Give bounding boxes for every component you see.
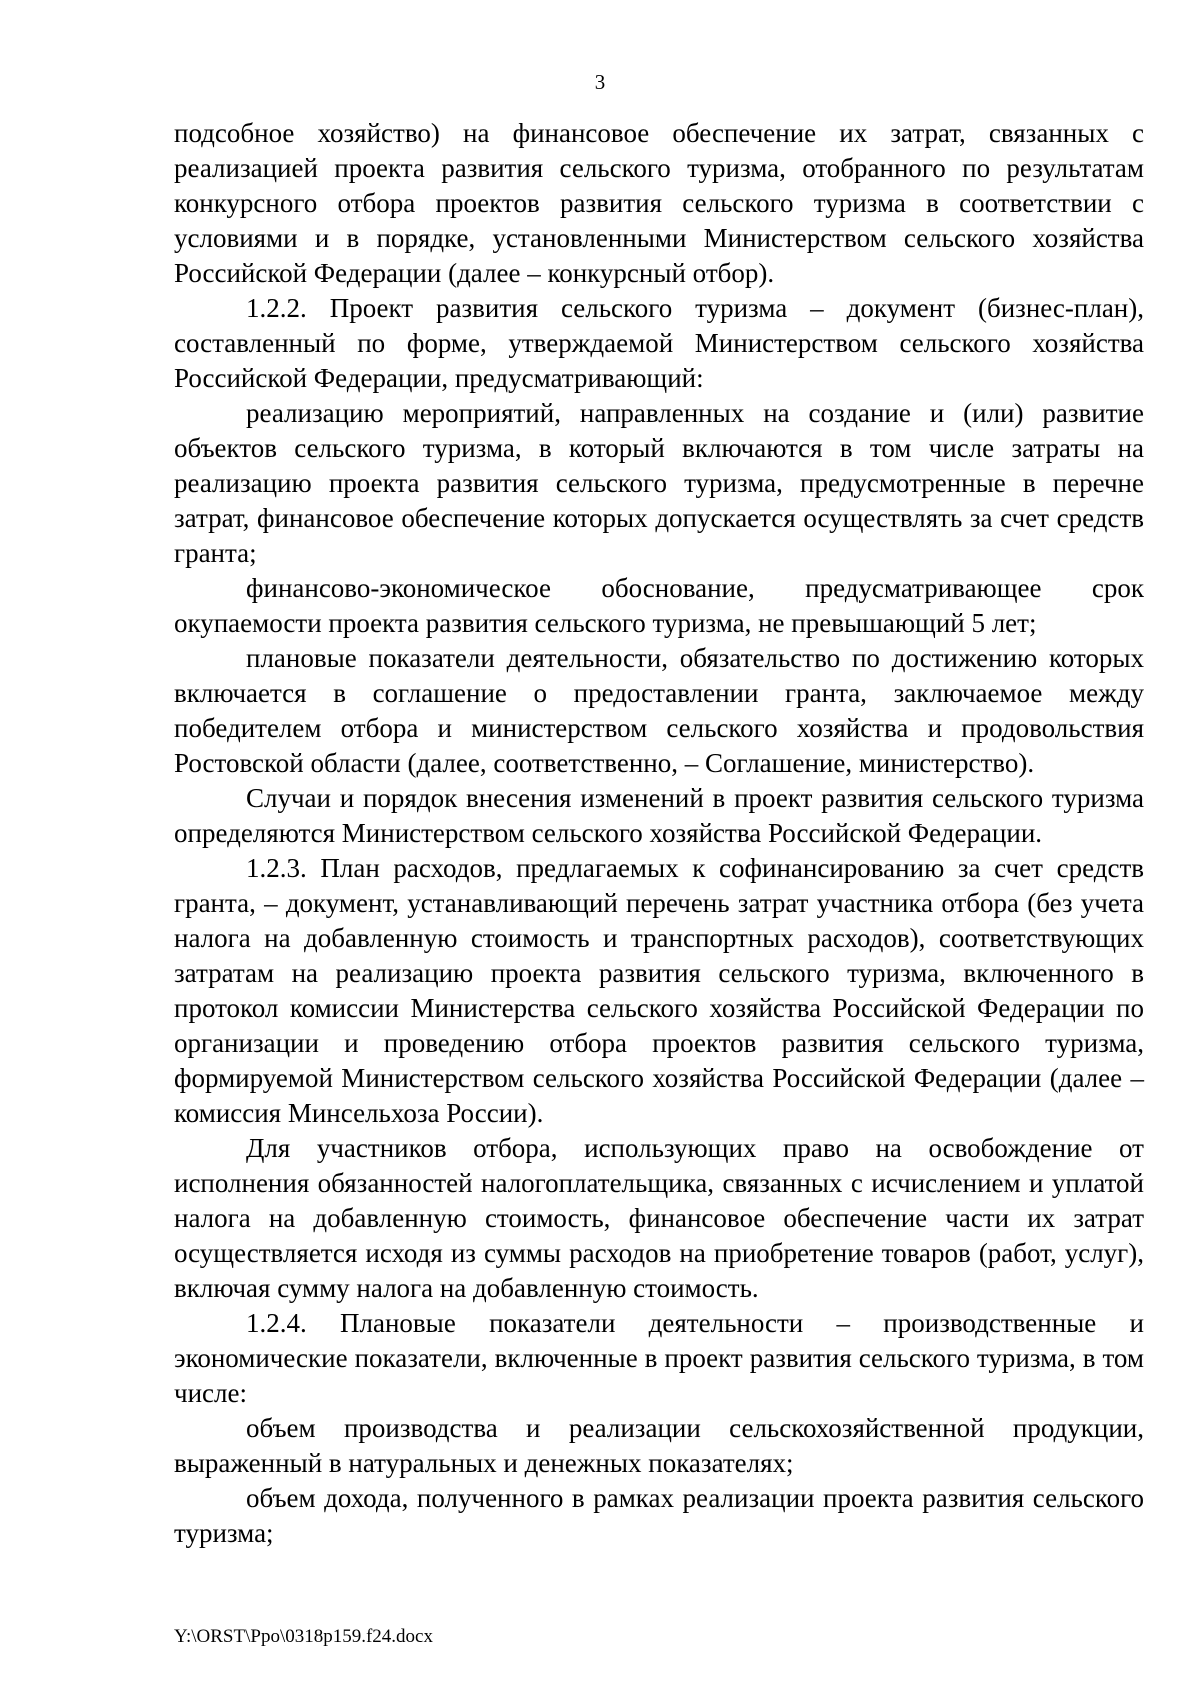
paragraph-1-2-3: 1.2.3. План расходов, предлагаемых к софинансированию за счет средств гранта, – документ, устанавливающий перечень затрат участника отбора (без учета налога на добавленную стоимость и транспортных расходов), соответствующих затратам на реализацию проекта развития сельского туризма, включенного в протокол комиссии Министерства сельского хозяйства Российской Федерации по организации и проведению отбора проектов развития сельского туризма, формируемой Министерством сельского хозяйства Российской Федерации (далее – комиссия Минсельхоза России). [174, 853, 1144, 1128]
paragraph-1-2-4: 1.2.4. Плановые показатели деятельности – производственные и экономические показатели, включенные в проект развития сельского туризма, в том числе: [174, 1308, 1144, 1408]
paragraph-list-item: объем дохода, полученного в рамках реализации проекта развития сельского туризма; [174, 1483, 1144, 1548]
paragraph-list-item: реализацию мероприятий, направленных на создание и (или) развитие объектов сельского туризма, в который включаются в том числе затраты на реализацию проекта развития сельского туризма, предусмотренные в перечне затрат, финансовое обеспечение которых допускается осуществлять за счет средств гранта; [174, 398, 1144, 568]
page-number: 3 [594, 70, 606, 94]
paragraph-list-item: финансово-экономическое обоснование, предусматривающее срок окупаемости проекта развития сельского туризма, не превышающий 5 лет; [174, 573, 1144, 638]
paragraph: Случаи и порядок внесения изменений в проект развития сельского туризма определяются Министерством сельского хозяйства Российской Федерации. [174, 783, 1144, 848]
paragraph-continuation: подсобное хозяйство) на финансовое обеспечение их затрат, связанных с реализацией проекта развития сельского туризма, отобранного по результатам конкурсного отбора проектов развития сельского туризма в соответствии с условиями и в порядке, установленными Министерством сельского хозяйства Российской Федерации (далее – конкурсный отбор). [174, 118, 1144, 288]
document-body [174, 116, 1144, 1551]
paragraph-list-item: плановые показатели деятельности, обязательство по достижению которых включается в соглашение о предоставлении гранта, заключаемое между победителем отбора и министерством сельского хозяйства и продовольствия Ростовской области (далее, соответственно, – Соглашение, министерство). [174, 643, 1144, 778]
paragraph: Для участников отбора, использующих право на освобождение от исполнения обязанностей налогоплательщика, связанных с исчислением и уплатой налога на добавленную стоимость, финансовое обеспечение части их затрат осуществляется исходя из суммы расходов на приобретение товаров (работ, услуг), включая сумму налога на добавленную стоимость. [174, 1133, 1144, 1303]
paragraph-1-2-2: 1.2.2. Проект развития сельского туризма – документ (бизнес-план), составленный по форме, утверждаемой Министерством сельского хозяйства Российской Федерации, предусматривающий: [174, 293, 1144, 393]
footer-file-path: Y:\ORST\Ppo\0318p159.f24.docx [174, 1626, 433, 1647]
paragraph-list-item: объем производства и реализации сельскохозяйственной продукции, выраженный в натуральных и денежных показателях; [174, 1413, 1144, 1478]
